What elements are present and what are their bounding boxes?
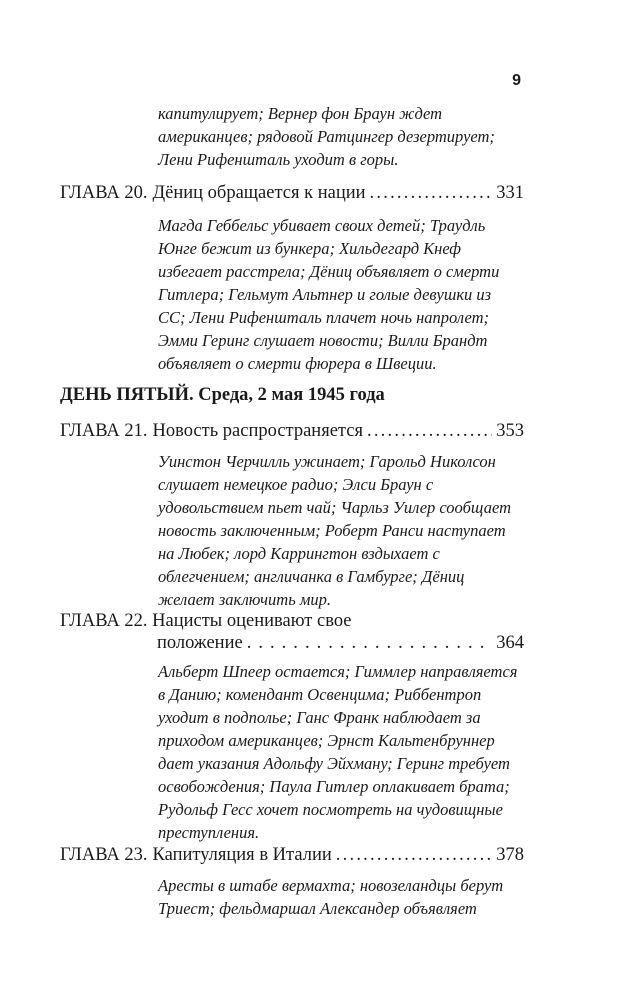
leader-dots: [367, 420, 492, 442]
leader-dots: [247, 632, 493, 654]
chapter-title: Капитуляция в Италии: [152, 845, 332, 865]
chapter-label: ГЛАВА 22.: [60, 611, 148, 631]
chapter-title-line2: положение: [157, 633, 243, 653]
chapter-label: ГЛАВА 20.: [60, 183, 148, 203]
toc-entry-chapter-21[interactable]: [60, 420, 524, 442]
chapter-page: 353: [496, 421, 524, 441]
chapter-title: Новость распространяется: [152, 421, 363, 441]
chapter-summary-22: Альберт Шпеер остается; Гиммлер направляется в Данию; комендант Освенцима; Риббентроп уходит в подполье; Ганс Франк наблюдает за приходом американцев; Эрнст Кальтенбруннер дает указания Адольфу Эйхману; Геринг требует освобождения; Паула Гитлер оплакивает брата; Рудольф Гесс хочет посмотреть на чудовищные преступления.: [158, 662, 518, 842]
chapter-title: Дёниц обращается к нации: [152, 183, 366, 203]
chapter-summary-21: Уинстон Черчилль ужинает; Гарольд Николсон слушает немецкое радио; Элси Браун с удовольствием пьет чай; Чарльз Уилер сообщает новость заключенным; Роберт Ранси наступает на Любек; лорд Каррингтон вздыхает с облегчением; англичанка в Гамбурге; Дёниц желает заключить мир.: [158, 452, 512, 609]
chapter-page: 378: [496, 845, 524, 865]
leader-dots: [370, 182, 493, 204]
chapter-summary-20: Магда Геббельс убивает своих детей; Траудль Юнге бежит из бункера; Хильдегард Кнеф избегает расстрела; Дёниц объявляет о смерти Гитлера; Гельмут Альтнер и голые девушки из СС; Лени Рифеншталь плачет ночь напролет; Эмми Геринг слушает новости; Вилли Брандт объявляет о смерти фюрера в Швеции.: [158, 216, 500, 373]
chapter-page: 364: [496, 633, 524, 653]
chapter-title-line1: Нацисты оценивают свое: [152, 611, 352, 631]
toc-entry-chapter-22[interactable]: [60, 610, 524, 654]
chapter-label: ГЛАВА 23.: [60, 845, 148, 865]
chapter-page: 331: [496, 183, 524, 203]
chapter-summary-23: Аресты в штабе вермахта; новозеландцы берут Триест; фельдмаршал Александер объявляет: [158, 876, 504, 918]
intro-summary: капитулирует; Вернер фон Браун ждет американцев; рядовой Ратцингер дезертирует; Лени Рифеншталь уходит в горы.: [158, 104, 495, 169]
leader-dots: [336, 844, 492, 866]
toc-entry-chapter-20[interactable]: [60, 182, 524, 204]
chapter-label: ГЛАВА 21.: [60, 421, 148, 441]
day-heading: ДЕНЬ ПЯТЫЙ. Среда, 2 мая 1945 года: [60, 385, 385, 405]
toc-entry-chapter-23[interactable]: [60, 844, 524, 866]
page-number: 9: [512, 72, 521, 89]
